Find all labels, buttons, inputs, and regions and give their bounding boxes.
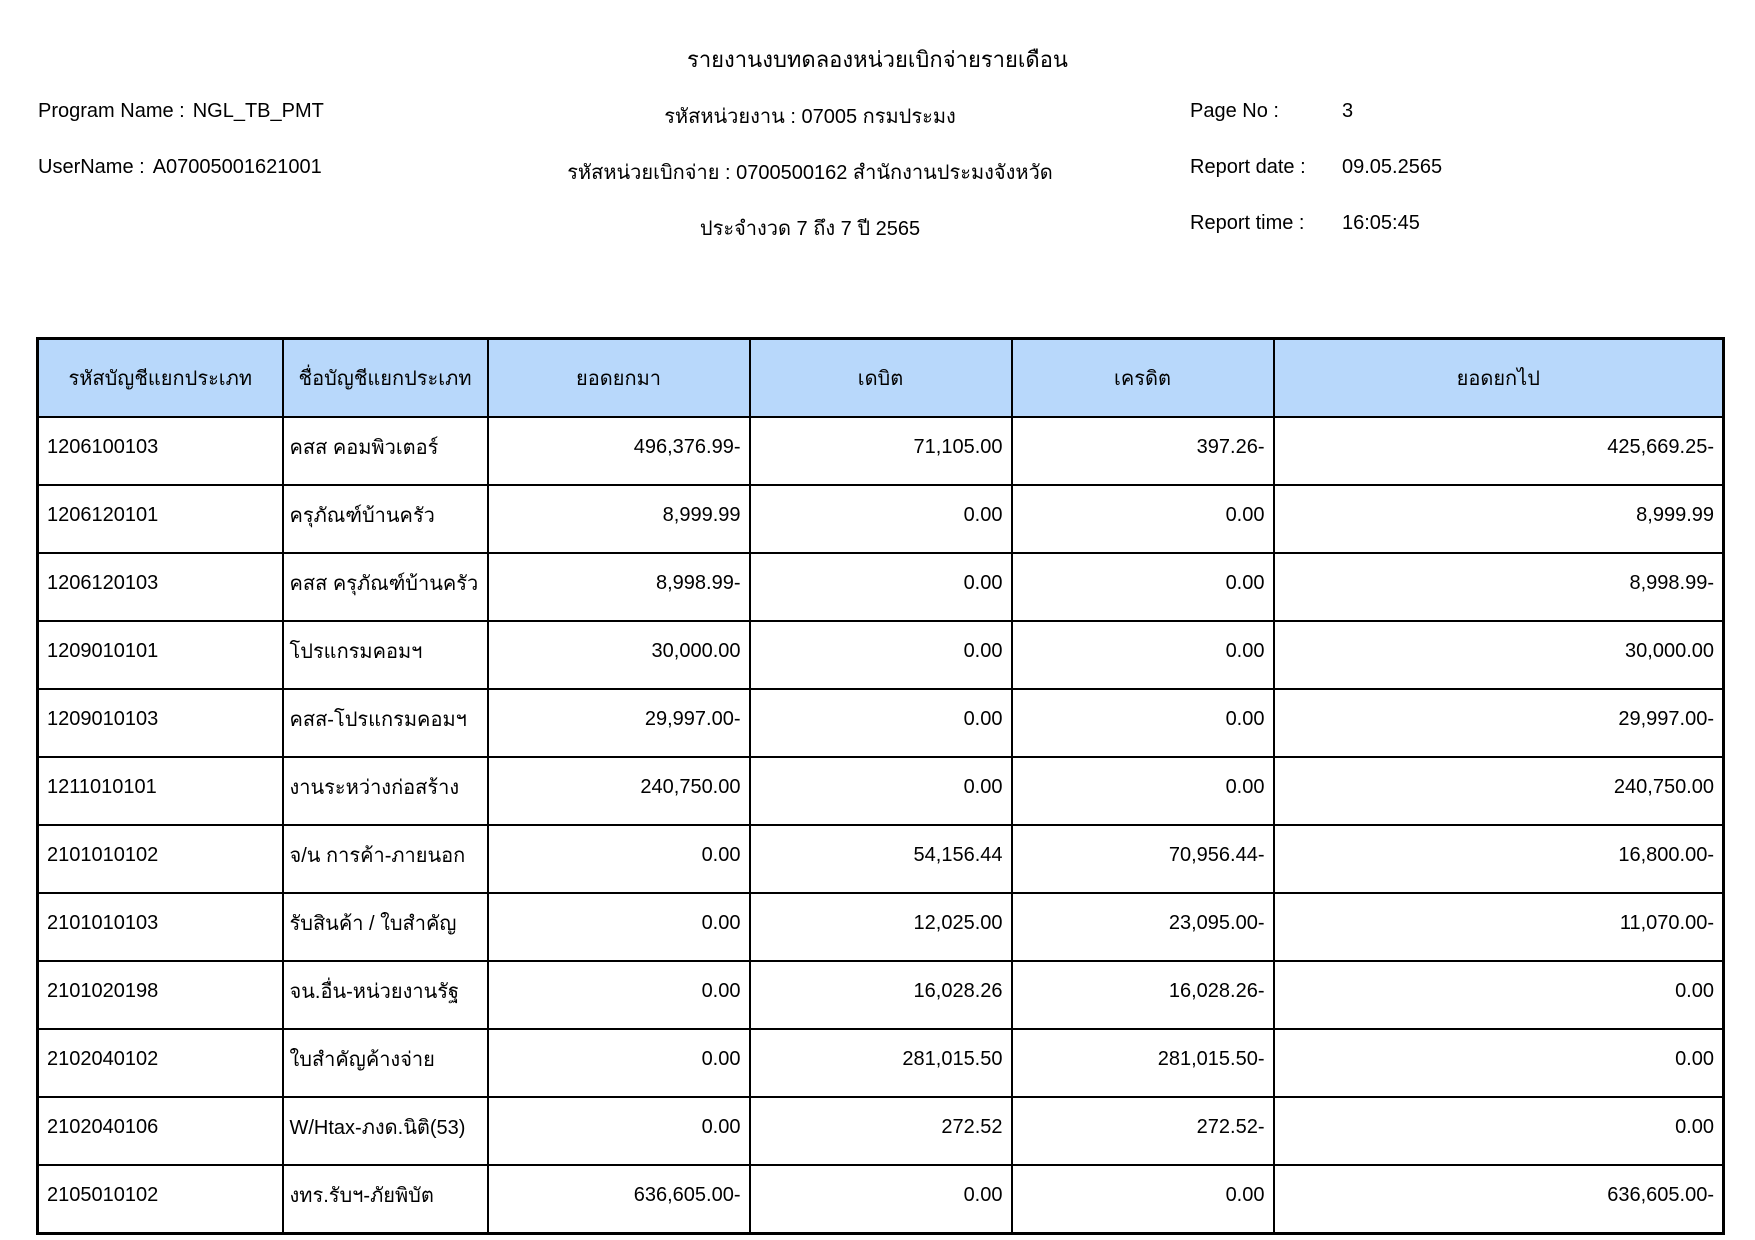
cell-debit: 0.00 — [750, 1165, 1012, 1234]
report-title: รายงานงบทดลองหน่วยเบิกจ่ายรายเดือน — [687, 47, 1068, 72]
report-time-label: Report time : — [1190, 212, 1305, 234]
cell-credit: 0.00 — [1012, 1165, 1274, 1234]
cell-carried-forward: 29,997.00- — [1274, 689, 1724, 757]
cell-credit: 397.26- — [1012, 417, 1274, 485]
cell-credit: 0.00 — [1012, 689, 1274, 757]
cell-debit: 12,025.00 — [750, 893, 1012, 961]
cell-debit: 0.00 — [750, 553, 1012, 621]
cell-credit: 16,028.26- — [1012, 961, 1274, 1029]
cell-credit: 281,015.50- — [1012, 1029, 1274, 1097]
cell-debit: 0.00 — [750, 621, 1012, 689]
username-label: UserName : — [38, 156, 145, 178]
table-row — [38, 553, 1724, 621]
column-header-brought-forward: ยอดยกมา — [488, 339, 750, 418]
cell-account-name: โปรแกรมคอมฯ — [283, 621, 488, 689]
page-no-value: 3 — [1342, 100, 1354, 122]
cell-brought-forward: 29,997.00- — [488, 689, 750, 757]
column-header-carried-forward: ยอดยกไป — [1274, 339, 1724, 418]
cell-brought-forward: 496,376.99- — [488, 417, 750, 485]
column-header-account-code: รหัสบัญชีแยกประเภท — [38, 339, 283, 418]
cell-account-name: จ/น การค้า-ภายนอก — [283, 825, 488, 893]
column-header-account-name: ชื่อบัญชีแยกประเภท — [283, 339, 488, 418]
username-value: A07005001621001 — [152, 156, 322, 178]
cell-debit: 281,015.50 — [750, 1029, 1012, 1097]
trial-balance-table — [36, 337, 1725, 1235]
cell-carried-forward: 30,000.00 — [1274, 621, 1724, 689]
program-name-value: NGL_TB_PMT — [192, 100, 324, 122]
program-name-label: Program Name : — [38, 100, 185, 122]
page-no-label: Page No : — [1190, 100, 1279, 122]
agency-line: รหัสหน่วยงาน : 07005 กรมประมง — [664, 106, 956, 128]
table-header-row — [38, 339, 1724, 418]
cell-debit: 272.52 — [750, 1097, 1012, 1165]
table-row — [38, 689, 1724, 757]
cell-carried-forward: 636,605.00- — [1274, 1165, 1724, 1234]
cell-account-name: รับสินค้า / ใบสำคัญ — [283, 893, 488, 961]
cell-account-code: 2102040106 — [38, 1097, 283, 1165]
cell-account-name: ครุภัณฑ์บ้านครัว — [283, 485, 488, 553]
table-row — [38, 757, 1724, 825]
cell-carried-forward: 240,750.00 — [1274, 757, 1724, 825]
cell-account-name: คสส ครุภัณฑ์บ้านครัว — [283, 553, 488, 621]
cell-account-code: 1211010101 — [38, 757, 283, 825]
cell-credit: 0.00 — [1012, 757, 1274, 825]
cell-debit: 16,028.26 — [750, 961, 1012, 1029]
cell-account-name: จน.อื่น-หน่วยงานรัฐ — [283, 961, 488, 1029]
column-header-credit: เครดิต — [1012, 339, 1274, 418]
cell-account-name: งานระหว่างก่อสร้าง — [283, 757, 488, 825]
cell-account-code: 2101010102 — [38, 825, 283, 893]
cell-account-code: 2102040102 — [38, 1029, 283, 1097]
cell-account-name: W/Htax-ภงด.นิติ(53) — [283, 1097, 488, 1165]
table-row — [38, 893, 1724, 961]
cell-carried-forward: 0.00 — [1274, 1029, 1724, 1097]
cell-account-code: 1209010103 — [38, 689, 283, 757]
table-row — [38, 485, 1724, 553]
cell-credit: 272.52- — [1012, 1097, 1274, 1165]
period-line: ประจำงวด 7 ถึง 7 ปี 2565 — [699, 218, 921, 240]
cell-account-code: 1206120101 — [38, 485, 283, 553]
cell-account-name: คสส คอมพิวเตอร์ — [283, 417, 488, 485]
cell-carried-forward: 8,998.99- — [1274, 553, 1724, 621]
cell-credit: 0.00 — [1012, 485, 1274, 553]
cell-carried-forward: 425,669.25- — [1274, 417, 1724, 485]
page-no-line — [1190, 100, 1353, 123]
cell-credit: 0.00 — [1012, 553, 1274, 621]
cell-credit: 70,956.44- — [1012, 825, 1274, 893]
disbursement-unit-line: รหัสหน่วยเบิกจ่าย : 0700500162 สำนักงานประมงจังหวัด — [567, 162, 1053, 184]
table-row — [38, 961, 1724, 1029]
report-time-value: 16:05:45 — [1342, 212, 1420, 234]
cell-debit: 54,156.44 — [750, 825, 1012, 893]
cell-carried-forward: 0.00 — [1274, 961, 1724, 1029]
report-time-line — [1190, 212, 1420, 235]
cell-brought-forward: 8,999.99 — [488, 485, 750, 553]
cell-brought-forward: 636,605.00- — [488, 1165, 750, 1234]
table-row — [38, 621, 1724, 689]
cell-brought-forward: 0.00 — [488, 893, 750, 961]
cell-account-code: 1209010101 — [38, 621, 283, 689]
cell-brought-forward: 0.00 — [488, 1097, 750, 1165]
cell-carried-forward: 11,070.00- — [1274, 893, 1724, 961]
cell-account-code: 2105010102 — [38, 1165, 283, 1234]
cell-account-name: คสส-โปรแกรมคอมฯ — [283, 689, 488, 757]
table-row — [38, 1029, 1724, 1097]
cell-account-code: 2101010103 — [38, 893, 283, 961]
cell-account-code: 2101020198 — [38, 961, 283, 1029]
cell-brought-forward: 0.00 — [488, 1029, 750, 1097]
cell-credit: 0.00 — [1012, 621, 1274, 689]
cell-debit: 71,105.00 — [750, 417, 1012, 485]
cell-debit: 0.00 — [750, 689, 1012, 757]
table-row — [38, 825, 1724, 893]
cell-brought-forward: 30,000.00 — [488, 621, 750, 689]
cell-carried-forward: 8,999.99 — [1274, 485, 1724, 553]
report-date-line — [1190, 156, 1442, 179]
cell-carried-forward: 16,800.00- — [1274, 825, 1724, 893]
cell-account-code: 1206100103 — [38, 417, 283, 485]
cell-brought-forward: 240,750.00 — [488, 757, 750, 825]
report-date-value: 09.05.2565 — [1342, 156, 1443, 178]
cell-credit: 23,095.00- — [1012, 893, 1274, 961]
cell-account-name: งทร.รับฯ-ภัยพิบัต — [283, 1165, 488, 1234]
cell-debit: 0.00 — [750, 485, 1012, 553]
column-header-debit: เดบิต — [750, 339, 1012, 418]
cell-brought-forward: 8,998.99- — [488, 553, 750, 621]
cell-brought-forward: 0.00 — [488, 825, 750, 893]
report-date-label: Report date : — [1190, 156, 1306, 178]
table-row — [38, 417, 1724, 485]
table-row — [38, 1165, 1724, 1234]
cell-carried-forward: 0.00 — [1274, 1097, 1724, 1165]
table-row — [38, 1097, 1724, 1165]
cell-account-name: ใบสำคัญค้างจ่าย — [283, 1029, 488, 1097]
cell-debit: 0.00 — [750, 757, 1012, 825]
cell-account-code: 1206120103 — [38, 553, 283, 621]
cell-brought-forward: 0.00 — [488, 961, 750, 1029]
